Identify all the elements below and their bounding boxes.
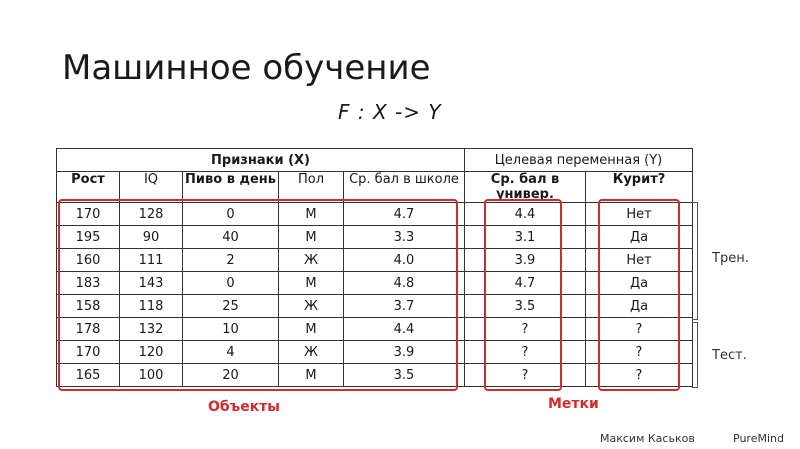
test-label: Тест.	[712, 348, 747, 363]
cell-uni-gpa: 4.4	[465, 203, 586, 226]
cell-uni-gpa: 3.5	[465, 295, 586, 318]
cell-uni-gpa: 3.1	[465, 226, 586, 249]
cell-school-gpa: 3.7	[344, 295, 465, 318]
cell-beer: 20	[183, 364, 279, 387]
col-header-beer: Пиво в день	[183, 172, 279, 203]
col-header-smokes: Курит?	[586, 172, 693, 203]
cell-height: 170	[57, 203, 120, 226]
cell-iq: 120	[120, 341, 183, 364]
cell-height: 195	[57, 226, 120, 249]
cell-height: 158	[57, 295, 120, 318]
cell-uni-gpa: 3.9	[465, 249, 586, 272]
cell-iq: 100	[120, 364, 183, 387]
cell-iq: 132	[120, 318, 183, 341]
footer-author: Максим Каськов	[600, 432, 695, 445]
cell-sex: Ж	[279, 249, 344, 272]
col-header-iq: IQ	[120, 172, 183, 203]
cell-beer: 2	[183, 249, 279, 272]
cell-beer: 25	[183, 295, 279, 318]
cell-sex: М	[279, 226, 344, 249]
col-header-height: Рост	[57, 172, 120, 203]
objects-label: Объекты	[208, 399, 280, 415]
cell-iq: 128	[120, 203, 183, 226]
cell-uni-gpa: ?	[465, 364, 586, 387]
cell-school-gpa: 3.3	[344, 226, 465, 249]
labels-smoke-highlight	[598, 199, 680, 391]
cell-uni-gpa: 4.7	[465, 272, 586, 295]
formula: F : X -> Y	[338, 100, 442, 124]
cell-iq: 118	[120, 295, 183, 318]
labels-uni-highlight	[484, 199, 562, 391]
train-label: Трен.	[712, 251, 749, 266]
cell-beer: 0	[183, 272, 279, 295]
cell-sex: Ж	[279, 295, 344, 318]
cell-uni-gpa: ?	[465, 318, 586, 341]
cell-height: 160	[57, 249, 120, 272]
cell-iq: 111	[120, 249, 183, 272]
cell-smokes: Да	[586, 295, 693, 318]
cell-school-gpa: 4.0	[344, 249, 465, 272]
cell-sex: Ж	[279, 341, 344, 364]
cell-school-gpa: 4.7	[344, 203, 465, 226]
cell-beer: 40	[183, 226, 279, 249]
cell-height: 183	[57, 272, 120, 295]
cell-sex: М	[279, 203, 344, 226]
labels-label: Метки	[548, 396, 599, 412]
cell-beer: 0	[183, 203, 279, 226]
footer-brand: PureMind	[733, 432, 784, 445]
cell-smokes: Нет	[586, 249, 693, 272]
col-header-uni-gpa: Ср. бал в универ.	[465, 172, 586, 203]
cell-smokes: ?	[586, 364, 693, 387]
col-header-school-gpa: Ср. бал в школе	[344, 172, 465, 203]
slide-title: Машинное обучение	[62, 48, 431, 88]
cell-sex: М	[279, 318, 344, 341]
cell-school-gpa: 3.5	[344, 364, 465, 387]
cell-iq: 143	[120, 272, 183, 295]
train-bracket	[692, 202, 698, 320]
cell-school-gpa: 4.4	[344, 318, 465, 341]
cell-smokes: Да	[586, 226, 693, 249]
cell-height: 178	[57, 318, 120, 341]
cell-sex: М	[279, 272, 344, 295]
cell-height: 170	[57, 341, 120, 364]
header-features: Признаки (X)	[57, 149, 465, 172]
cell-height: 165	[57, 364, 120, 387]
test-bracket	[692, 322, 698, 388]
cell-school-gpa: 4.8	[344, 272, 465, 295]
col-header-sex: Пол	[279, 172, 344, 203]
cell-school-gpa: 3.9	[344, 341, 465, 364]
cell-smokes: Нет	[586, 203, 693, 226]
cell-uni-gpa: ?	[465, 341, 586, 364]
cell-smokes: ?	[586, 318, 693, 341]
cell-smokes: ?	[586, 341, 693, 364]
objects-highlight	[58, 199, 458, 391]
cell-smokes: Да	[586, 272, 693, 295]
header-target: Целевая переменная (Y)	[465, 149, 693, 172]
cell-beer: 4	[183, 341, 279, 364]
cell-iq: 90	[120, 226, 183, 249]
cell-beer: 10	[183, 318, 279, 341]
cell-sex: М	[279, 364, 344, 387]
